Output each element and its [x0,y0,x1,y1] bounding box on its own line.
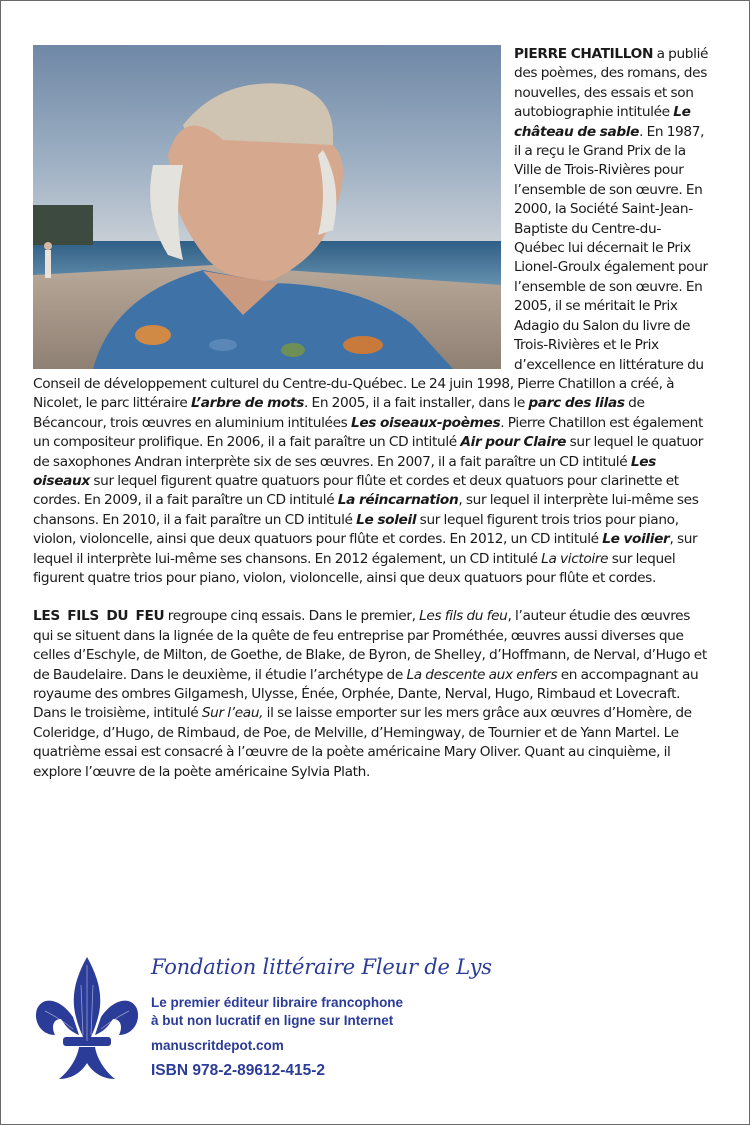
cd-title: Air pour Claire [460,434,567,451]
bio-text: a publié des poèmes, des romans, des nouvelles, des essais et son autobiographie intitulée [514,46,709,121]
tagline-line-2: à but non lucratif en ligne sur Internet [151,1013,394,1028]
cd-title: Le voilier [602,531,670,548]
bio-text: sur lequel le quatuor de saxophones Andran interprète six de ses œuvres. En 2007, il a fait paraître un CD intitulé [33,434,704,470]
author-photo [33,45,501,369]
book-title: Le château de sable [514,104,691,140]
bio-text: . Pierre Chatillon est également un compositeur prolifique. En 2006, il a fait paraître un CD intitulé [33,414,704,451]
cd-title: La réincarnation [337,492,459,509]
publisher-tagline [151,994,481,1030]
author-name: PIERRE CHATILLON [514,46,654,62]
bio-text: , sur lequel il interprète lui-même ses chansons. En 2012 également, un CD intitulé [33,531,698,567]
essay-title: La descente aux enfers [406,666,558,683]
author-bio [33,45,711,588]
cd-title: La victoire [541,550,609,567]
tagline-line-1: Le premier éditeur libraire francophone [151,995,404,1010]
work-title: Les oiseaux-poèmes [350,414,501,431]
work-title: parc des lilas [528,395,625,412]
bio-text: sur lequel figurent quatre quatuors pour flûte et cordes et deux quatuors pour clarinette et cordes. En 2009, il a fait paraître un CD intitulé [33,472,679,509]
essay-text: regroupe cinq essais. Dans le premier, [164,608,420,625]
bio-text: sur lequel figurent trois trios pour piano, violon, violoncelle, ainsi que deux quatuors pour flûte et cordes. En 2012, un CD intitulé [33,511,679,548]
fleur-de-lys-icon [33,955,141,1091]
foundation-name: Fondation littéraire Fleur de Lys [151,955,492,979]
bio-text: . En 1987, il a reçu le Grand Prix de la Ville de Trois-Rivières pour l’ensemble de son œuvre. En 2000, la Société Saint-Jean-Baptiste du Centre-du-Québec lui décernait le Prix Lionel-Groulx également pour l’ensemble de son œuvre. En 2005, il se méritait le Prix Adagio du Salon du livre de Trois-Rivières et le Prix d’excellence en littérature du Conseil de développement culturel du Centre-du-Québec. Le 24 juin 1998, Pierre Chatillon a créé, à Nicolet, le parc littéraire [33,123,708,412]
bio-text: . En 2005, il a fait installer, dans le [304,395,529,412]
bio-text: sur lequel figurent quatre trios pour piano, violon, violoncelle, ainsi que deux quatuors pour flûte et cordes. [33,550,676,586]
book-name: LES FILS DU FEU [33,608,165,625]
essay-title: Sur l’eau, [201,705,264,722]
bio-text: de Bécancour, trois œuvres en aluminium intitulées [33,395,645,431]
essay-text: en accompagnant au royaume des ombres Gilgamesh, Ulysse, Énée, Orphée, Dante, Nerval, Hugo, Rimbaud et Lovecraft. Dans le troisième, intitulé [33,666,699,722]
essay-text: il se laisse emporter sur les mers grâce aux œuvres d’Homère, de Coleridge, d’Hugo, de Rimbaud, de Poe, de Melville, d’Hemingway, de Tournier et de Yann Martel. Le quatrième essai est consacré à l’œuvre de la poète américaine Mary Oliver. Quant au cinquième, il explore l’œuvre de la poète américaine Sylvia Plath. [33,705,692,780]
website-link[interactable]: manuscritdepot.com [151,1038,284,1053]
text-column [33,45,711,782]
essay-text: , l’auteur étudie des œuvres qui se situent dans la lignée de la quête de feu entreprise par Prométhée, œuvres aussi diverses que celles d’Eschyle, de Milton, de Goethe, de Blake, de Byron, de Shelley, d’Hoffmann, de Nerval, d’Hugo et de Baudelaire. Dans le deuxième, il étudie l’archétype de [33,608,707,683]
bio-text: , sur lequel il interprète lui-même ses chansons. En 2010, il a fait paraître un CD intitulé [33,492,699,528]
cd-title: Les oiseaux [33,453,656,489]
essay-title: Les fils du feu [419,608,508,625]
publisher-footer [33,955,713,1095]
book-description [33,607,711,782]
work-title: L’arbre de mots [190,395,305,412]
isbn-number: ISBN 978-2-89612-415-2 [151,1062,326,1079]
cd-title: Le soleil [356,511,417,528]
